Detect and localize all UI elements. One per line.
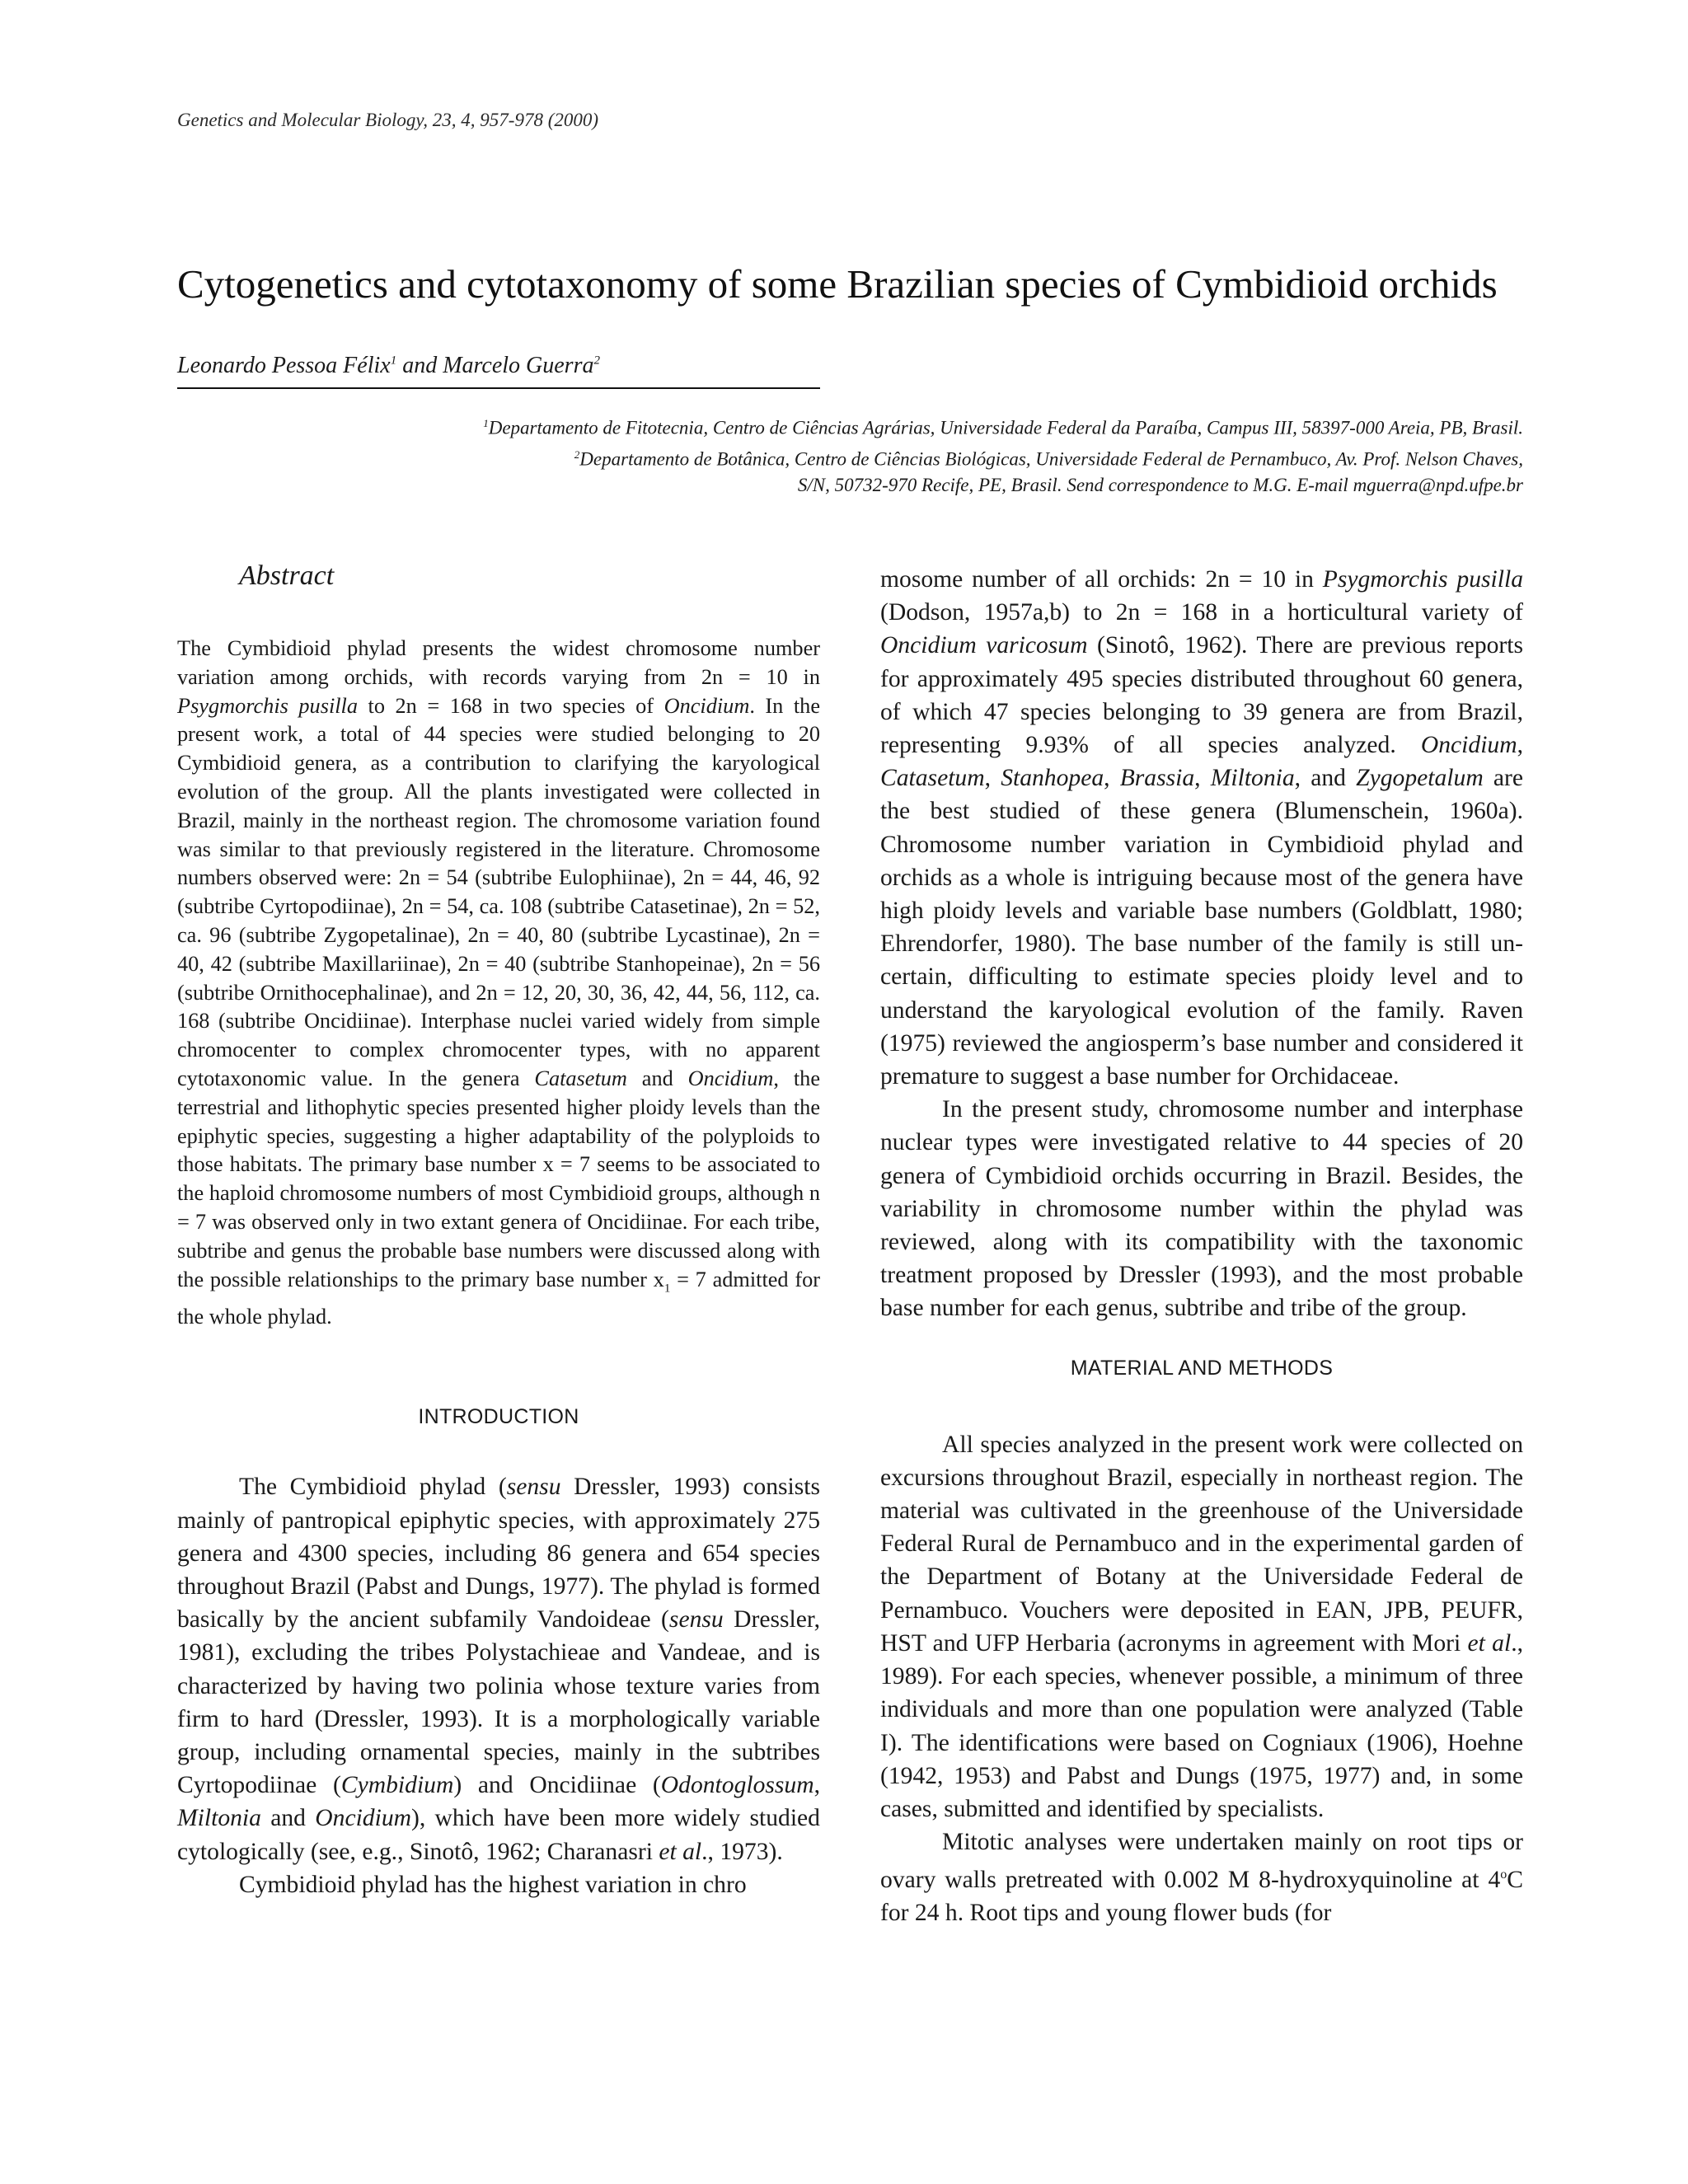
- author-1: Leonardo Pessoa Félix: [177, 353, 391, 378]
- affiliation-2-text: Departamento de Botânica, Centro de Ciências Biológicas, Universidade Federal de Pernambuco, Av. Prof. Nelson Chaves,: [579, 448, 1523, 470]
- intro-paragraph-2-cont: mosome number of all orchids: 2n = 10 in Psygmorchis pusilla (Dodson, 1957a,b) to 2n = 168 in a horticultural variety of Oncidium varicosum (Sinotô, 1962). There are previous reports for approximately 495 species distributed throughout 60 genera, of which 47 species belonging to 39 genera are from Brazil, representing 9.93% of all species analyzed. Oncidium, Catasetum, Stanhopea, Brassia, Miltonia, and Zygopetalum are the best studied of these genera (Blumenschein, 1960a). Chromosome number variation in Cymbidioid phylad and orchids as a whole is intriguing because most of the genera have high ploidy levels and variable base numbers (Goldblatt, 1980; Ehrendorfer, 1980). The base number of the family is still uncertain, difficulting to estimate species ploidy level and to understand the karyological evolution of the family. Raven (1975) reviewed the angiosperm’s base number and considered it premature to suggest a base number for Orchidaceae.: [880, 566, 1524, 1090]
- affiliations: [204, 410, 1523, 499]
- introduction-heading: INTRODUCTION: [418, 1405, 579, 1429]
- methods-paragraph-1: All species analyzed in the present work were collected on excursions throughout Brazil, especially in northeast region. The material was cultivated in the greenhouse of the Universidade Federal Rural de Pernambuco and in the experimental garden of the Department of Botany at the Universidade Federal de Pernambuco. Vouchers were deposited in EAN, JPB, PEUFR, HST and UFP Herbaria (acronyms in agreement with Mori et al., 1989). For each species, whenever possible, a minimum of three individuals and more than one population were analyzed (Table I). The identifications were based on Cogniaux (1906), Hoehne (1942, 1953) and Pabst and Dungs (1975, 1977) and, in some cases, submitted and identified by specialists.: [880, 1431, 1523, 1822]
- journal-citation: Genetics and Molecular Biology, 23, 4, 957-978 (2000): [177, 110, 599, 130]
- affiliation-2-mark: 2: [574, 448, 580, 461]
- affiliation-1: [204, 410, 1523, 442]
- author-conjunction: and: [396, 353, 443, 378]
- methods-paragraph-2: Mitotic analyses were undertaken mainly on root tips or ovary walls pretreated with 0.002 M 8-hydroxyquinoline at 4$^o$C for 24 h. Root tips and young flower buds (for: [880, 1829, 1523, 1927]
- affiliation-2: [204, 442, 1523, 473]
- intro-paragraph-1: The Cymbidioid phylad (sensu Dressler, 1993) consists mainly of pantropical epiphytic species, with approximately 275 genera and 4300 species, including 86 genera and 654 species throughout Brazil (Pabst and Dungs, 1977). The phylad is formed basically by the ancient subfamily Vandoideae (sensu Dressler, 1981), excluding the tribes Polystachieae and Vandeae, and is characterized by having two polinia whose texture varies from firm to hard (Dressler, 1993). It is a morphologically variable group, including ornamental species, mainly in the subtribes Cyrtopodiinae (Cymbidium) and Oncidiinae (Odontoglossum, Miltonia and Oncidium), which have been more widely studied cytologically (see, e.g., Sinotô, 1962; Charanasri et al., 1973).: [177, 1474, 820, 1865]
- intro-paragraph-3: In the present study, chromosome number and interphase nuclear types were investigated relative to 44 species of 20 genera of Cymbidioid orchids occurring in Brazil. Besides, the variability in chromosome number within the phylad was reviewed, along with its compatibility with the taxonomic treatment proposed by Dressler (1993), and the most probable base number for each genus, subtribe and tribe of the group.: [880, 1096, 1523, 1322]
- abstract-heading: Abstract: [239, 560, 335, 591]
- methods-heading: MATERIAL AND METHODS: [1070, 1356, 1334, 1380]
- author-2: Marcelo Guerra: [443, 353, 594, 378]
- abstract-paragraph: The Cymbidioid phylad presents the widest chromosome number variation among orchids, with records varying from 2n = 10 in Psygmorchis pusilla to 2n = 168 in two species of Oncidium. In the present work, a total of 44 species were studied belonging to 20 Cymbidioid genera, as a contribution to clarifying the karyological evolution of the group. All the plants investigated were collected in Brazil, mainly in the northeast region. The chromosome variation found was similar to that previously registered in the literature. Chromosome numbers observed were: 2n = 54 (subtribe Eulophiinae), 2n = 44, 46, 92 (subtribe Cyrtopodiinae), 2n = 54, ca. 108 (subtribe Catasetinae), 2n = 52, ca. 96 (subtribe Zygopetalinae), 2n = 40, 80 (subtribe Lycastinae), 2n = 40, 42 (subtribe Maxillariinae), 2n = 40 (subtribe Stanhopeinae), 2n = 56 (subtribe Ornithocephalinae), and 2n = 12, 20, 30, 36, 42, 44, 56, 112, ca. 168 (subtribe Oncidiinae). Interphase nuclei varied widely from simple chromocenter to complex chromocenter types, with no apparent cytotaxonomic value. In the genera Catasetum and Oncidium, the terrestrial and lithophytic species presented higher ploidy levels than the epiphytic species, suggesting a higher adaptability of the polyploids to those habitats. The primary base number x = 7 seems to be associated to the haploid chromosome numbers of most Cymbidioid groups, although n = 7 was observed only in two extant genera of Oncidiinae. For each tribe, subtribe and genus the probable base numbers were discussed along with the possible relationships to the primary base number $x_1 = 7$ admitted for the whole phylad.: [177, 636, 820, 1329]
- paper-title: Cytogenetics and cytotaxonomy of some Brazilian species of Cymbidioid orchids: [177, 261, 1498, 307]
- author-1-affil-mark: 1: [390, 354, 397, 368]
- intro-paragraph-2-start: Cymbidioid phylad has the highest variation in chro: [239, 1871, 747, 1898]
- author-2-affil-mark: 2: [593, 354, 600, 368]
- right-column: [880, 563, 1523, 1930]
- affiliation-2-cont: S/N, 50732-970 Recife, PE, Brasil. Send correspondence to M.G. E-mail mguerra@npd.ufpe.br: [797, 475, 1523, 496]
- author-line: [177, 353, 820, 389]
- affiliation-1-text: Departamento de Fitotecnia, Centro de Ciências Agrárias, Universidade Federal da Paraíba, Campus III, 58397-000 Areia, PB, Brasil.: [488, 417, 1523, 438]
- affiliation-1-mark: 1: [483, 417, 489, 429]
- left-column: [177, 560, 820, 1901]
